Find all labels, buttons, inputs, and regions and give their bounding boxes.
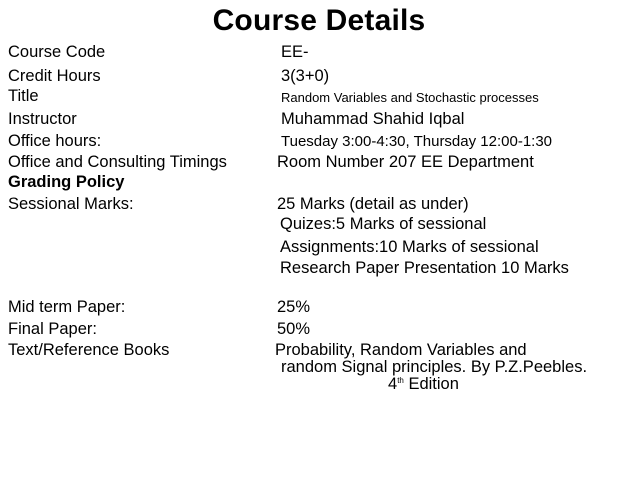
final-paper-value: 50% [277,320,311,338]
edition-number: 4 [388,375,398,393]
edition-word: Edition [403,375,459,393]
office-hours-label: Office hours: [8,132,102,150]
consulting-timings-label: Office and Consulting Timings [8,153,227,171]
credit-hours-label: Credit Hours [8,67,101,85]
books-label: Text/Reference Books [8,341,170,359]
sessional-marks-value: 25 Marks (detail as under) [277,195,469,213]
course-code-value: EE- [281,43,309,61]
books-value-line1: Probability, Random Variables and [275,341,527,359]
credit-hours-value: 3(3+0) [281,67,330,85]
mid-term-label: Mid term Paper: [8,298,126,316]
sessional-detail-research: Research Paper Presentation 10 Marks [280,259,569,277]
instructor-label: Instructor [8,110,77,128]
mid-term-value: 25% [277,298,311,316]
title-label: Title [8,87,39,105]
office-hours-value: Tuesday 3:00-4:30, Thursday 12:00-1:30 [281,133,553,150]
edition-suffix: th [397,376,404,385]
final-paper-label: Final Paper: [8,320,97,338]
consulting-timings-value: Room Number 207 EE Department [277,153,534,171]
grading-policy-heading: Grading Policy [8,173,125,191]
books-edition [388,374,459,394]
page-title: Course Details [212,4,426,37]
sessional-detail-assignments: Assignments:10 Marks of sessional [280,238,539,256]
sessional-detail-quizes: Quizes:5 Marks of sessional [280,215,487,233]
books-value-line2: random Signal principles. By P.Z.Peebles. [281,358,588,376]
instructor-value: Muhammad Shahid Iqbal [281,110,465,128]
sessional-marks-label: Sessional Marks: [8,195,134,213]
course-code-label: Course Code [8,43,106,61]
title-value: Random Variables and Stochastic processes [281,90,539,105]
